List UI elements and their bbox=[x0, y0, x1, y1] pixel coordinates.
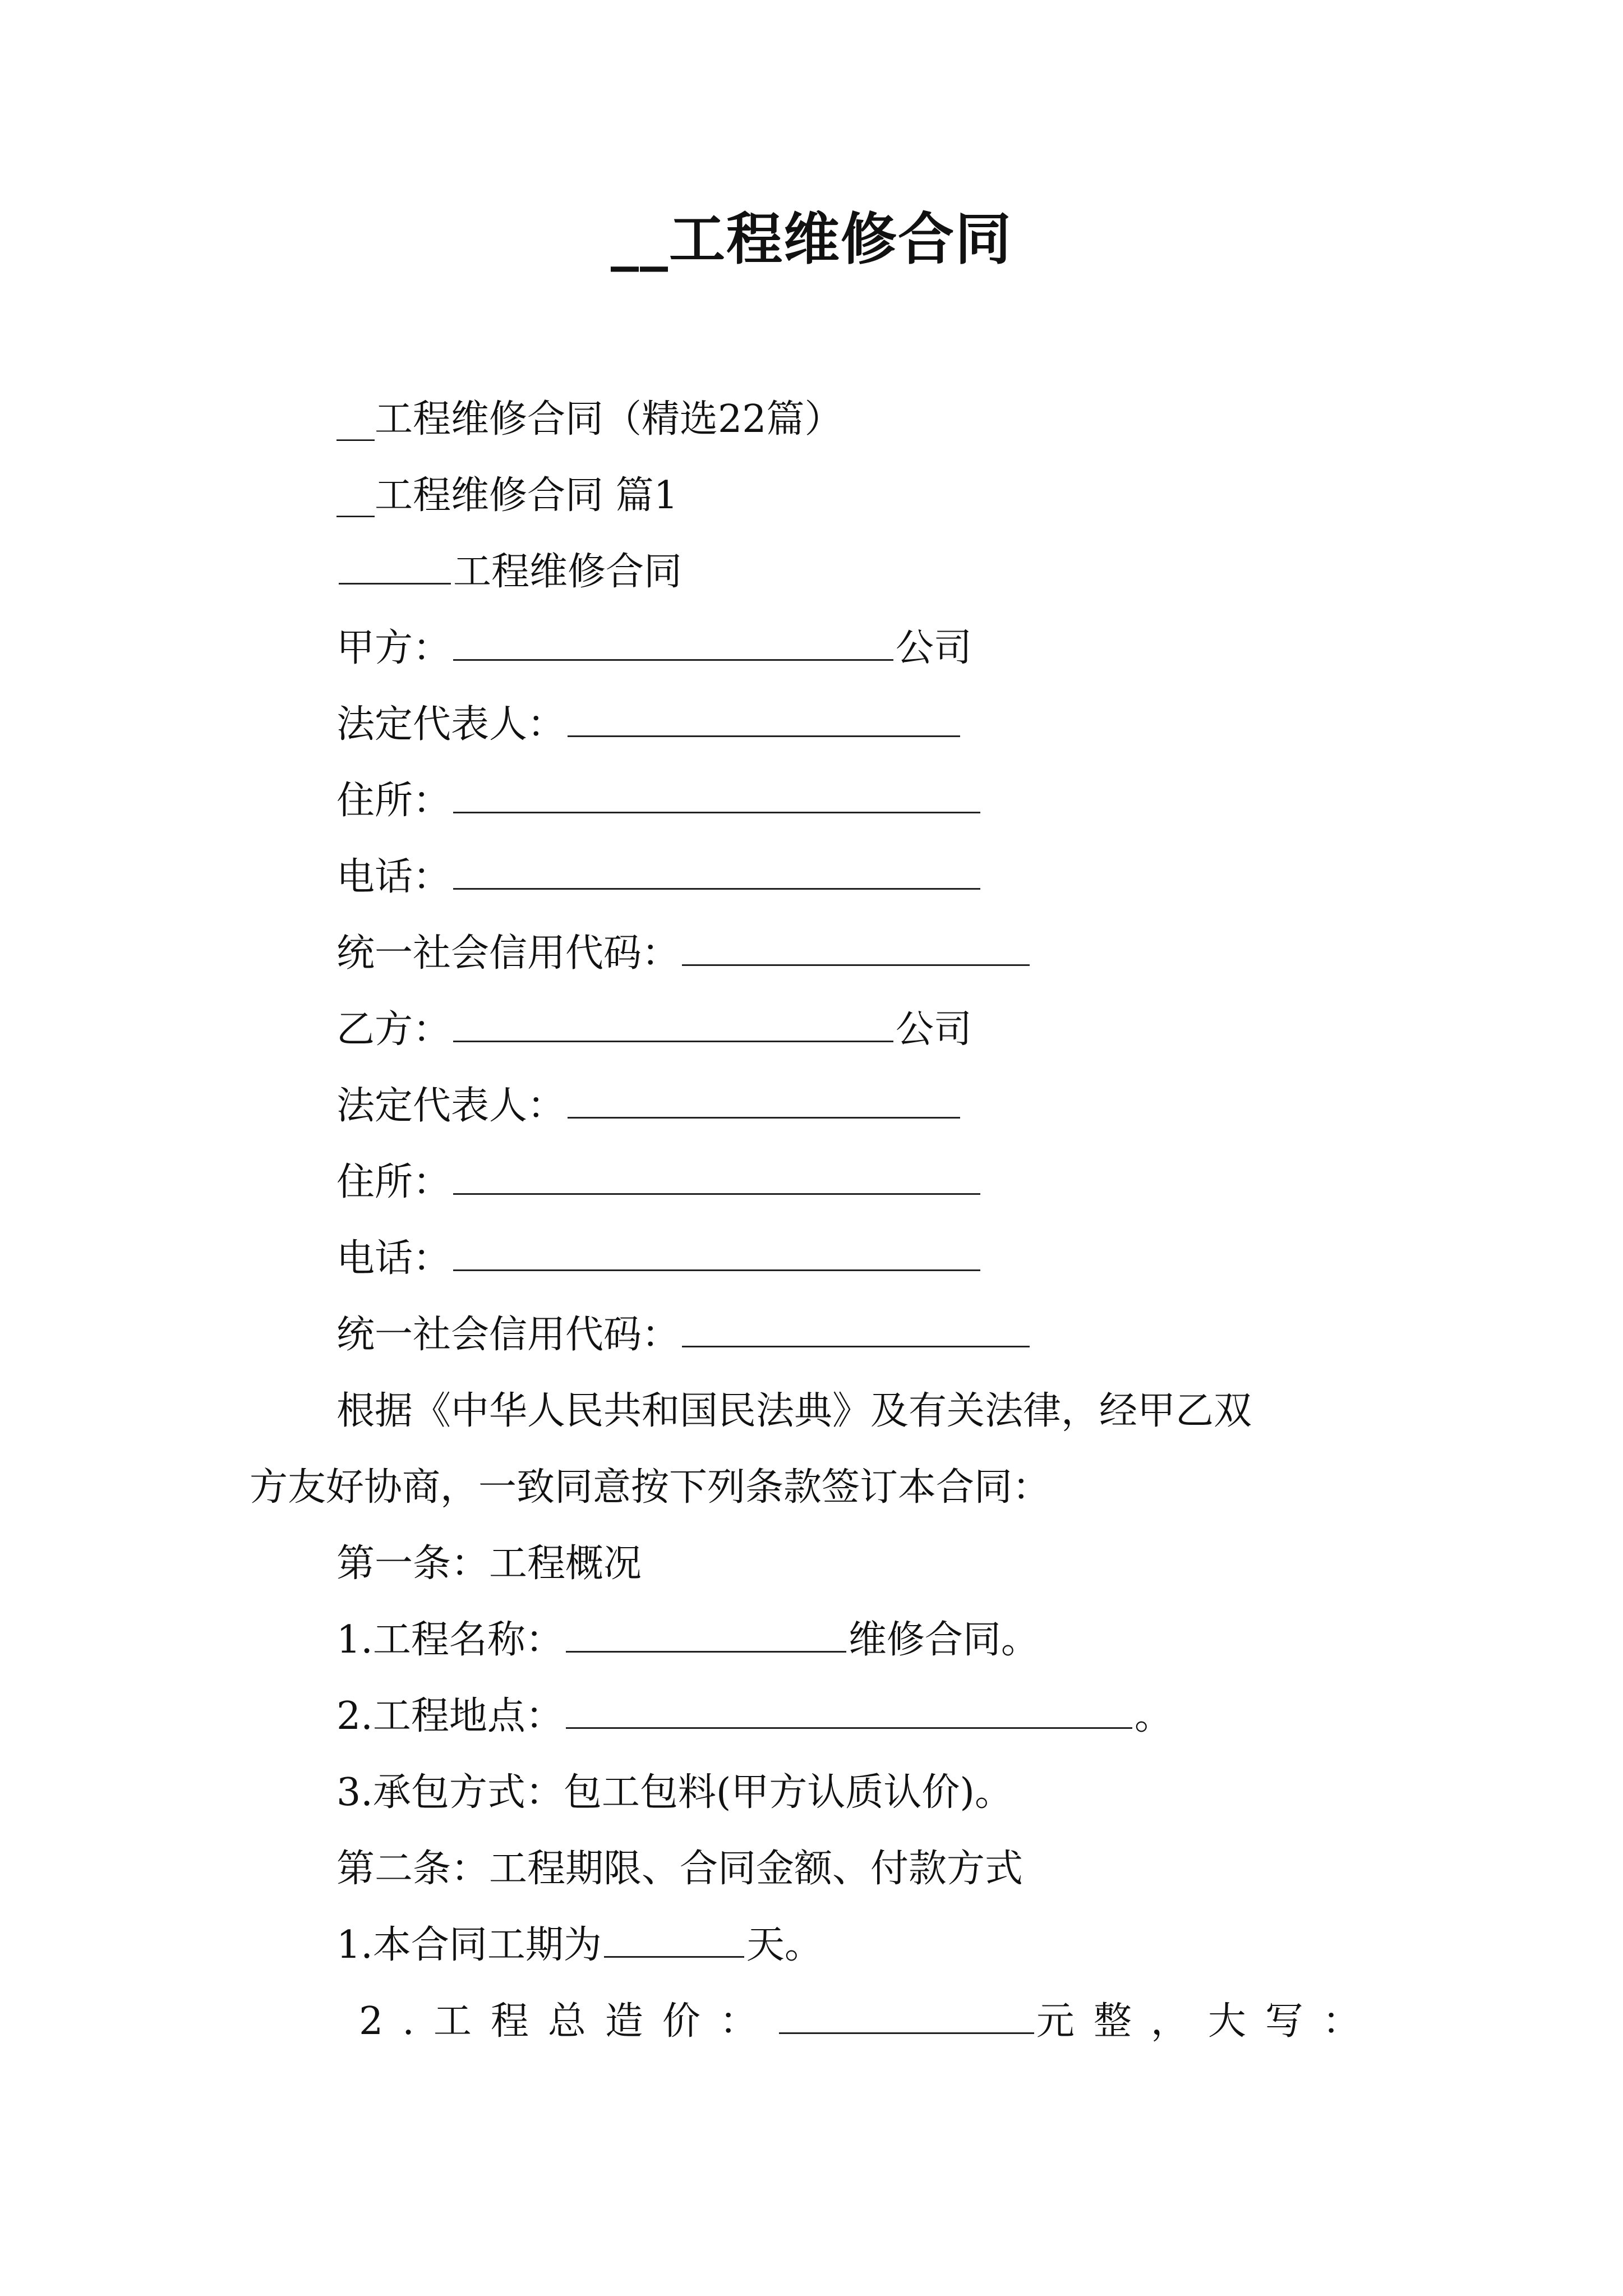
party-a-credit-code-blank bbox=[682, 931, 1030, 966]
party-b-address-blank bbox=[453, 1159, 980, 1195]
party-a-address-blank bbox=[453, 778, 980, 813]
total-cost-mid: 元整，大写： bbox=[1036, 1999, 1380, 2044]
project-location-suffix: 。 bbox=[1134, 1694, 1173, 1738]
party-b-label: 乙方： bbox=[336, 1007, 451, 1052]
document-body bbox=[250, 381, 1394, 2060]
party-a-phone-line bbox=[250, 839, 1394, 915]
party-b-credit-code-line bbox=[250, 1297, 1394, 1373]
document-title: __工程维修合同 bbox=[611, 206, 1012, 272]
duration-label: 1.本合同工期为 bbox=[336, 1923, 602, 1967]
party-b-credit-code-blank bbox=[682, 1312, 1030, 1347]
collection-title-line: __工程维修合同（精选22篇） bbox=[336, 397, 843, 441]
article-2-heading: 第二条：工程期限、合同金额、付款方式 bbox=[336, 1847, 1023, 1891]
party-b-credit-code-label: 统一社会信用代码： bbox=[336, 1313, 680, 1357]
party-a-credit-code-line bbox=[250, 915, 1394, 992]
article-1-heading: 第一条：工程概况 bbox=[336, 1542, 642, 1586]
party-a-credit-code-label: 统一社会信用代码： bbox=[336, 931, 680, 976]
contract-name-line bbox=[250, 534, 1394, 610]
party-b-phone-label: 电话： bbox=[336, 1236, 451, 1281]
party-b-phone-blank bbox=[453, 1236, 980, 1271]
project-name-blank bbox=[566, 1617, 846, 1653]
party-a-address-line bbox=[250, 763, 1394, 839]
party-b-blank bbox=[453, 1007, 893, 1042]
preamble-line-1: 根据《中华人民共和国民法典》及有关法律，经甲乙双 bbox=[336, 1389, 1252, 1433]
party-a-suffix: 公司 bbox=[896, 626, 972, 670]
project-name-label: 1.工程名称： bbox=[336, 1618, 564, 1662]
duration-line bbox=[250, 1907, 1394, 1984]
party-a-phone-label: 电话： bbox=[336, 855, 451, 899]
duration-blank bbox=[604, 1922, 744, 1958]
party-b-line bbox=[250, 992, 1394, 1068]
project-location-label: 2.工程地点： bbox=[336, 1694, 564, 1738]
contract-name-blank bbox=[339, 549, 451, 585]
preamble-line-2: 方友好协商，一致同意按下列条款签订本合同： bbox=[250, 1465, 1051, 1510]
party-a-legal-rep-label: 法定代表人： bbox=[336, 702, 566, 747]
party-b-suffix: 公司 bbox=[896, 1007, 972, 1052]
total-cost-blank bbox=[779, 1999, 1034, 2034]
party-a-blank bbox=[453, 625, 893, 661]
party-b-legal-rep-blank bbox=[568, 1083, 960, 1119]
contract-name-suffix: 工程维修合同 bbox=[453, 550, 683, 594]
article-heading-line: __工程维修合同 篇1 bbox=[336, 473, 678, 518]
party-a-line bbox=[250, 610, 1394, 687]
contract-method-line: 3.承包方式：包工包料(甲方认质认价)。 bbox=[336, 1770, 1013, 1815]
party-a-label: 甲方： bbox=[336, 626, 451, 670]
party-a-address-label: 住所： bbox=[336, 779, 451, 823]
total-cost-label: 2.工程总造价： bbox=[359, 1999, 777, 2044]
project-location-line bbox=[250, 1678, 1394, 1755]
total-cost-line bbox=[250, 1984, 1394, 2060]
project-name-suffix: 维修合同。 bbox=[848, 1618, 1039, 1662]
party-b-address-label: 住所： bbox=[336, 1160, 451, 1204]
party-b-legal-rep-label: 法定代表人： bbox=[336, 1084, 566, 1128]
party-a-legal-rep-line bbox=[250, 687, 1394, 763]
party-b-address-line bbox=[250, 1144, 1394, 1221]
party-a-legal-rep-blank bbox=[568, 702, 960, 737]
party-b-phone-line bbox=[250, 1221, 1394, 1297]
party-b-legal-rep-line bbox=[250, 1068, 1394, 1144]
party-a-phone-blank bbox=[453, 854, 980, 890]
project-name-line bbox=[250, 1602, 1394, 1678]
duration-suffix: 天。 bbox=[746, 1923, 823, 1967]
project-location-blank bbox=[566, 1694, 1132, 1729]
